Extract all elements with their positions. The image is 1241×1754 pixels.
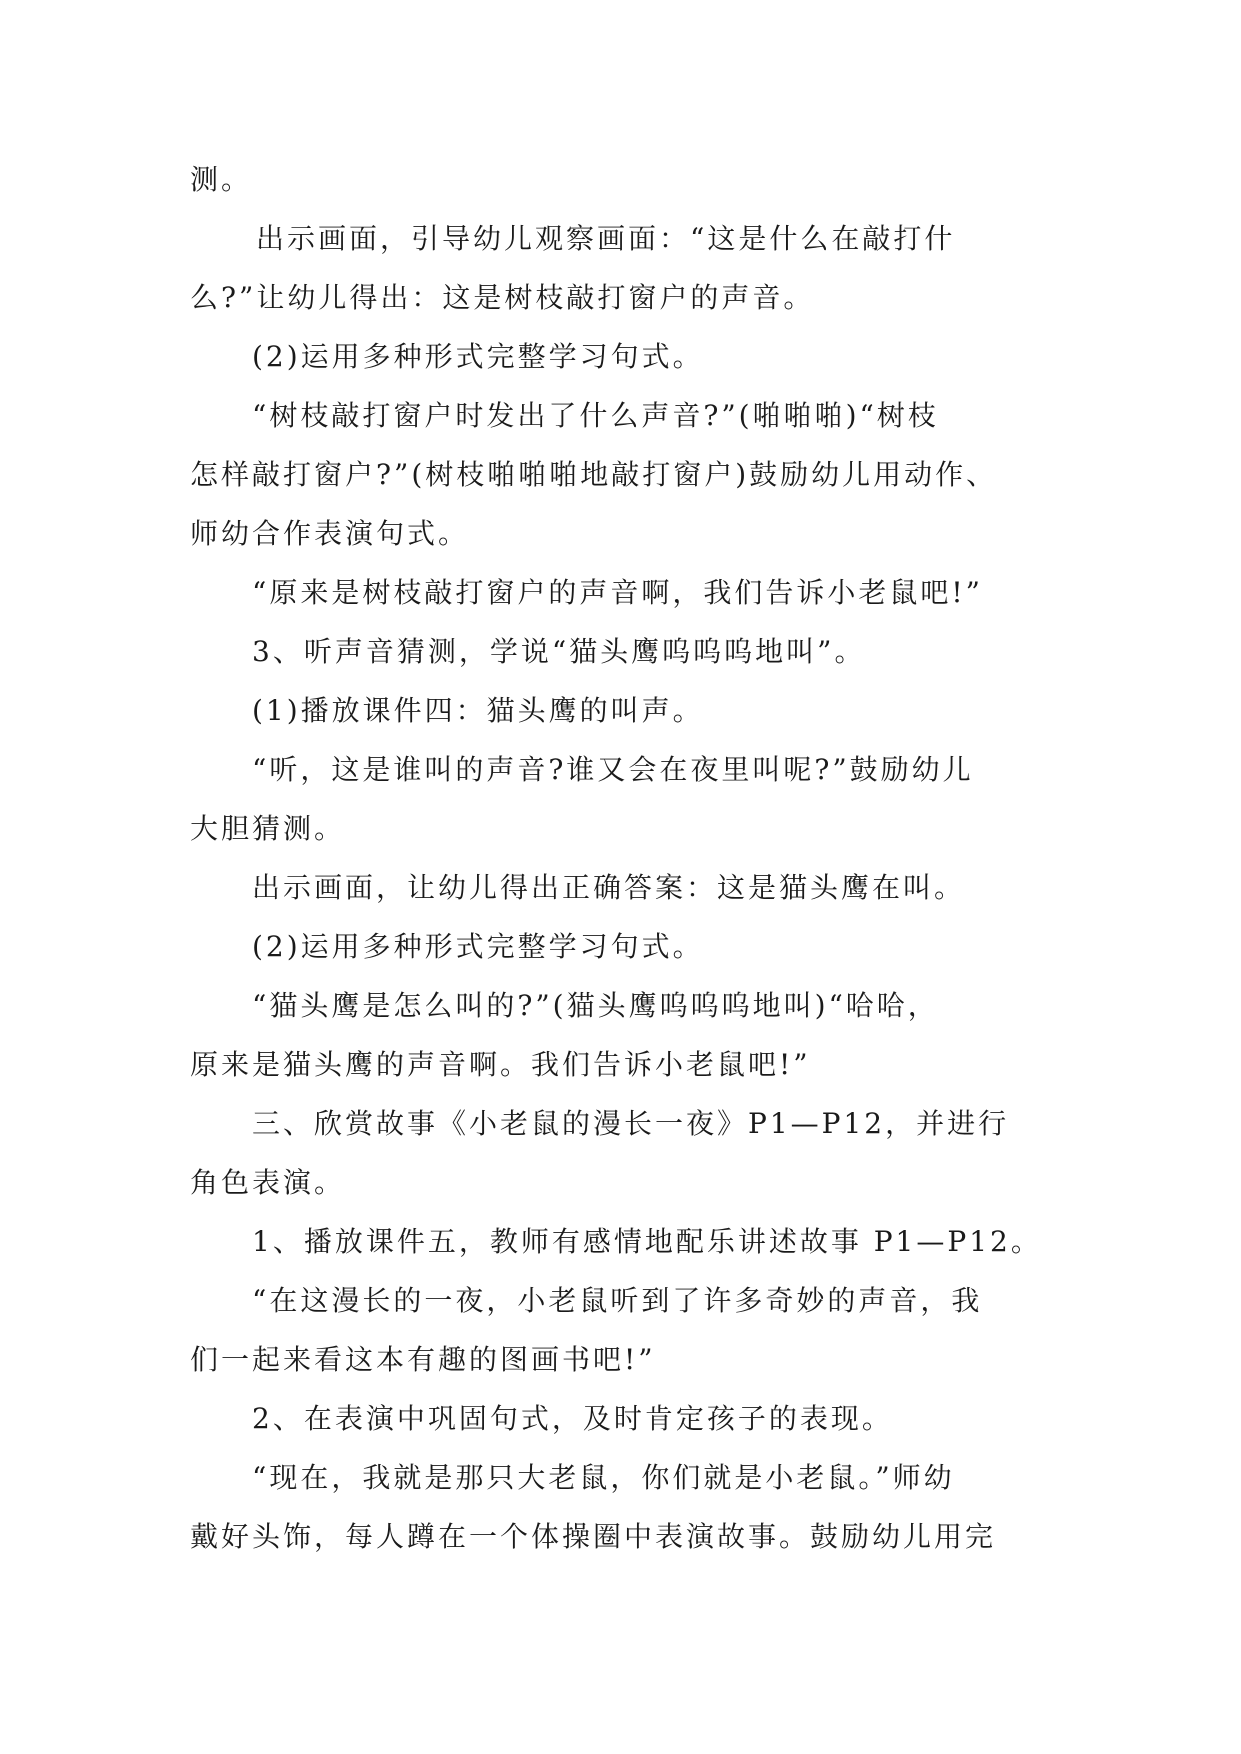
text-line: (2)运用多种形式完整学习句式。 bbox=[252, 340, 704, 373]
text-line: 1、播放课件五，教师有感情地配乐讲述故事 P1—P12。 bbox=[252, 1225, 1042, 1258]
text-line: “听，这是谁叫的声音?谁又会在夜里叫呢?”鼓励幼儿 bbox=[252, 753, 974, 786]
text-line: 师幼合作表演句式。 bbox=[190, 517, 470, 550]
text-line: “原来是树枝敲打窗户的声音啊，我们告诉小老鼠吧!” bbox=[252, 576, 983, 609]
text-line: 么?”让幼儿得出：这是树枝敲打窗户的声音。 bbox=[190, 281, 815, 314]
text-line: 3、听声音猜测，学说“猫头鹰呜呜呜地叫”。 bbox=[252, 635, 866, 668]
text-line: 出示画面，引导幼儿观察画面：“这是什么在敲打什 bbox=[256, 222, 956, 255]
text-line: 怎样敲打窗户?”(树枝啪啪啪地敲打窗户)鼓励幼儿用动作、 bbox=[190, 458, 998, 491]
text-line: 出示画面，让幼儿得出正确答案：这是猫头鹰在叫。 bbox=[252, 871, 966, 904]
text-line: “现在，我就是那只大老鼠，你们就是小老鼠。”师幼 bbox=[252, 1461, 955, 1494]
text-line: “在这漫长的一夜，小老鼠听到了许多奇妙的声音，我 bbox=[252, 1284, 983, 1317]
text-line: (2)运用多种形式完整学习句式。 bbox=[252, 930, 704, 963]
text-line: 原来是猫头鹰的声音啊。我们告诉小老鼠吧!” bbox=[190, 1048, 811, 1081]
text-line: 测。 bbox=[190, 163, 253, 196]
text-line: 三、欣赏故事《小老鼠的漫长一夜》P1—P12，并进行 bbox=[252, 1107, 1010, 1140]
text-line: “猫头鹰是怎么叫的?”(猫头鹰呜呜呜地叫)“哈哈， bbox=[252, 989, 939, 1022]
text-line: 角色表演。 bbox=[190, 1166, 346, 1199]
text-line: (1)播放课件四：猫头鹰的叫声。 bbox=[252, 694, 704, 727]
text-line: 们一起来看这本有趣的图画书吧!” bbox=[190, 1343, 656, 1376]
text-line: “树枝敲打窗户时发出了什么声音?”(啪啪啪)“树枝 bbox=[252, 399, 939, 432]
text-line: 大胆猜测。 bbox=[190, 812, 346, 845]
text-line: 2、在表演中巩固句式，及时肯定孩子的表现。 bbox=[252, 1402, 893, 1435]
text-line: 戴好头饰，每人蹲在一个体操圈中表演故事。鼓励幼儿用完 bbox=[190, 1520, 997, 1553]
document-body bbox=[190, 150, 1050, 1566]
